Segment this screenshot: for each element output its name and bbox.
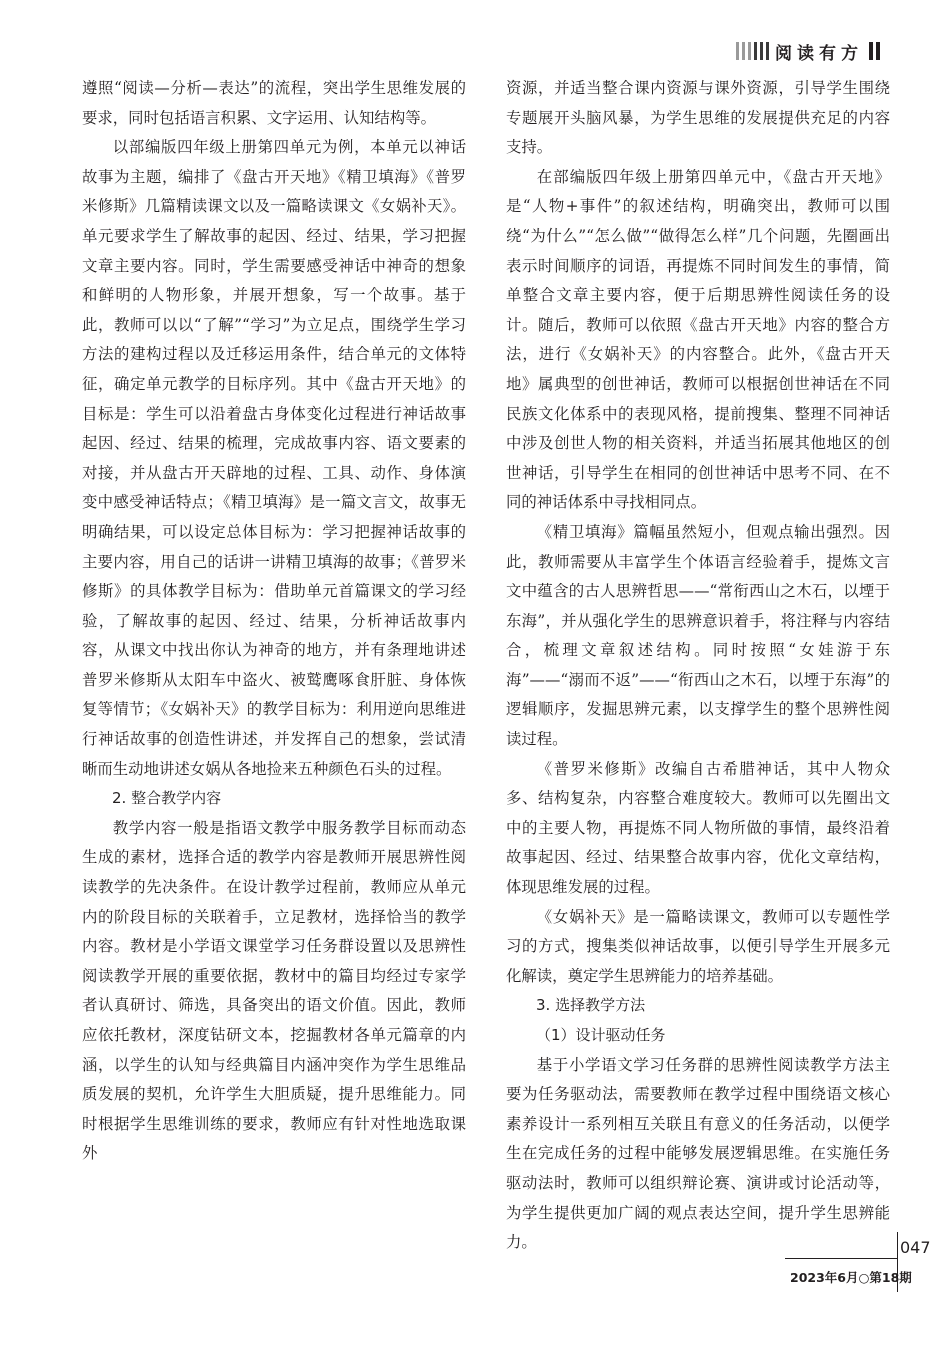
footer-horizontal-rule — [785, 1258, 897, 1259]
paragraph: 《精卫填海》篇幅虽然短小，但观点输出强烈。因此，教师需要从丰富学生个体语言经验着手，提炼文言文中蕴含的古人思辨哲思——“常衔西山之木石，以堙于东海”，并从强化学生的思辨意识着手，将注释与内容结合，梳理文章叙述结构。同时按照“女娃游于东海”——“溺而不返”——“衔西山之木石，以堙于东海”的逻辑顺序，发掘思辨元素，以支撑学生的整个思辨性阅读过程。 — [506, 522, 890, 749]
paragraph: 在部编版四年级上册第四单元中，《盘古开天地》是“人物+事件”的叙述结构，明确突出，教师可以围绕“为什么”“怎么做”“做得怎么样”几个问题，先圈画出表示时间顺序的词语，再提炼不同时间发生的事情，简单整合文章主要内容，便于后期思辨性阅读任务的设计。随后，教师可以依照《盘古开天地》内容的整合方法，进行《女娲补天》的内容整合。此外，《盘古开天地》属典型的创世神话，教师可以根据创世神话在不同民族文化体系中的表现风格，提前搜集、整理不同神话中涉及创世人物的相关资料，并适当拓展其他地区的创世神话，引导学生在相同的创世神话中思考不同、在不同的神话体系中寻找相同点。 — [506, 167, 890, 512]
issue-label: 2023年6月○第18期 — [790, 1270, 912, 1285]
paragraph: 教学内容一般是指语文教学中服务教学目标而动态生成的素材，选择合适的教学内容是教师开展思辨性阅读教学的先决条件。在设计教学过程前，教师应从单元内的阶段目标的关联着手，立足教材，选择恰当的教学内容。教材是小学语文课堂学习任务群设置以及思辨性阅读教学开展的重要依据，教材中的篇目均经过专家学者认真研讨、筛选，具备突出的语文价值。因此，教师应依托教材，深度钻研文本，挖掘教材各单元篇章的内涵，以学生的认知与经典篇目内涵冲突作为学生思维品质发展的契机，允许学生大胆质疑，提升思维能力。同时根据学生思维训练的要求，教师应有针对性地选取课外 — [82, 818, 466, 1163]
paragraph: 以部编版四年级上册第四单元为例，本单元以神话故事为主题，编排了《盘古开天地》《精卫填海》《普罗米修斯》几篇精读课文以及一篇略读课文《女娲补天》。单元要求学生了解故事的起因、经过、结果，学习把握文章主要内容。同时，学生需要感受神话中神奇的想象和鲜明的人物形象，并展开想象，写一个故事。基于此，教师可以以“了解”“学习”为立足点，围绕学生学习方法的建构过程以及迁移运用条件，结合单元的文体特征，确定单元教学的目标序列。其中《盘古开天地》的目标是：学生可以沿着盘古身体变化过程进行神话故事起因、经过、结果的梳理，完成故事内容、语文要素的对接，并从盘古开天辟地的过程、工具、动作、身体演变中感受神话特点；《精卫填海》是一篇文言文，故事无明确结果，可以设定总体目标为：学习把握神话故事的主要内容，用自己的话讲一讲精卫填海的故事；《普罗米修斯》的具体教学目标为：借助单元首篇课文的学习经验，了解故事的起因、经过、结果，分析神话故事内容，从课文中找出你认为神奇的地方，并有条理地讲述普罗米修斯从太阳车中盗火、被鹫鹰啄食肝脏、身体恢复等情节；《女娲补天》的教学目标为：利用逆向思维进行神话故事的创造性讲述，并发挥自己的想象，尝试清晰而生动地讲述女娲从各地捡来五种颜色石头的过程。 — [82, 138, 466, 778]
right-column — [506, 74, 890, 1258]
paragraph: 《女娲补天》是一篇略读课文，教师可以专题性学习的方式，搜集类似神话故事，以便引导学生开展多元化解读，奠定学生思辨能力的培养基础。 — [506, 907, 890, 985]
header-end-bars — [869, 42, 880, 60]
header-decoration-bars — [736, 42, 769, 60]
paragraph: 资源，并适当整合课内资源与课外资源，引导学生围绕专题展开头脑风暴，为学生思维的发展提供充足的内容支持。 — [506, 79, 890, 157]
paragraph: 遵照“阅读—分析—表达”的流程，突出学生思维发展的要求，同时包括语言积累、文字运用、认知结构等。 — [82, 79, 466, 127]
left-column — [82, 74, 466, 1169]
section-heading: 2. 整合教学内容 — [112, 789, 222, 808]
section-heading: 3. 选择教学方法 — [536, 996, 646, 1015]
paragraph: 基于小学语文学习任务群的思辨性阅读教学方法主要为任务驱动法，需要教师在教学过程中围绕语文核心素养设计一系列相互关联且有意义的任务活动，以便学生在完成任务的过程中能够发展逻辑思维。在实施任务驱动法时，教师可以组织辩论赛、演讲或讨论活动等，为学生提供更加广阔的观点表达空间，提升学生思辨能力。 — [506, 1055, 890, 1252]
subsection-heading: （1）设计驱动任务 — [536, 1026, 666, 1044]
paragraph: 《普罗米修斯》改编自古希腊神话，其中人物众多、结构复杂，内容整合难度较大。教师可以先圈出文中的主要人物，再提炼不同人物所做的事情，最终沿着故事起因、经过、结果整合故事内容，优化文章结构，体现思维发展的过程。 — [506, 759, 890, 897]
section-header — [736, 38, 880, 64]
section-title: 阅读有方 — [775, 43, 863, 64]
page-number: 047 — [900, 1238, 931, 1257]
